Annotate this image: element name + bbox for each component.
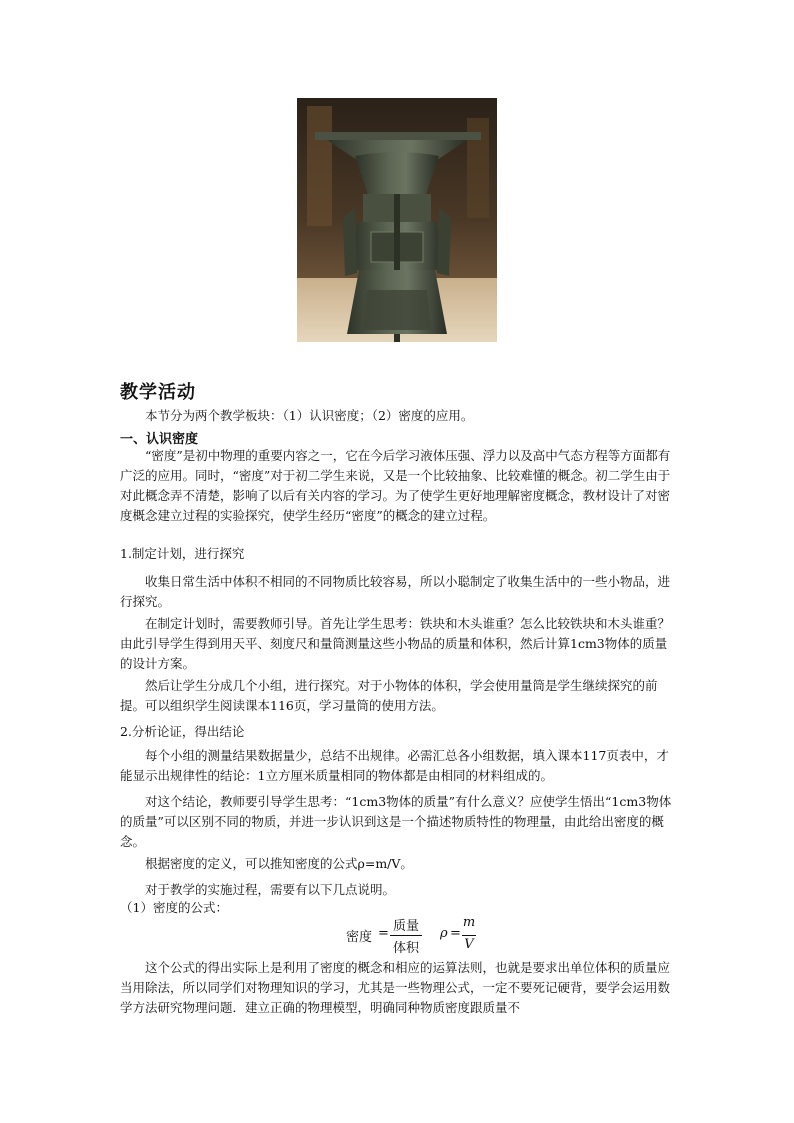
paragraph-5: 每个小组的测量结果数据量少，总结不出规律。必需汇总各小组数据，填入课本117页表中，才能显示出规律性的结论：1立方厘米质量相同的物体都是由相同的材料组成的。 [120, 748, 669, 783]
paragraph-1: “密度”是初中物理的重要内容之一，它在今后学习液体压强、浮力以及高中气态方程等方面都有广泛的应用。同时，“密度”对于初二学生来说，又是一个比较抽象、比较难懂的概念。初二学生由于对此概念弄不清楚，影响了以后有关内容的学习。为了使学生更好地理解密度概念，教材设计了对密度概念建立过程的实验探究，使学生经历“密度”的概念的建立过程。 [120, 448, 671, 523]
formula-v: V [464, 937, 474, 952]
formula-m: m [462, 915, 476, 930]
formula-equals: = [378, 926, 389, 941]
note1-title: （1）密度的公式： [120, 900, 228, 915]
intro-paragraph: 本节分为两个教学板块：（1）认识密度；（2）密度的应用。 [145, 408, 474, 423]
formula-lhs: 密度 [346, 930, 373, 945]
part1-heading: 一、认识密度 [120, 432, 199, 447]
paragraph-4: 然后让学生分成几个小组，进行探究。对于小物体的体积，学会使用量筒是学生继续探究的前提。可以组织学生阅读课本116页，学习量筒的使用方法。 [120, 678, 658, 713]
step2-title: 2.分析论证，得出结论 [120, 724, 245, 739]
formula-denominator: 体积 [392, 941, 419, 956]
paragraph-8: 对于教学的实施过程，需要有以下几点说明。 [145, 882, 396, 897]
formula-equals-2: = [450, 926, 461, 941]
paragraph-6: 对这个结论，教师要引导学生思考：“1cm3物体的质量”有什么意义？应使学生悟出“1cm3物体的质量”可以区别不同的物质，并进一步认识到这是一个描述物质特性的物理量，由此给出密度的概念。 [120, 794, 672, 849]
paragraph-3: 在制定计划时，需要教师引导。首先让学生思考：铁块和木头谁重？怎么比较铁块和木头谁重？由此引导学生得到用天平、刻度尺和量筒测量这些小物品的质量和体积，然后计算1cm3物体的质量的设计方案。 [120, 616, 671, 671]
formula-word-fraction [390, 915, 422, 955]
formula-numerator: 质量 [392, 919, 419, 934]
bronze-vessel-photo [297, 98, 497, 342]
paragraph-9: 这个公式的得出实际上是利用了密度的概念和相应的运算法则，也就是要求出单位体积的质量应当用除法，所以同学们对物理知识的学习，尤其是一些物理公式，一定不要死记硬背，要学会运用数学方法研究物理问题．建立正确的物理模型，明确同种物质密度跟质量不 [120, 960, 671, 1015]
formula-symbol-fraction [462, 915, 476, 955]
density-formula [340, 915, 490, 955]
paragraph-7: 根据密度的定义，可以推知密度的公式ρ=m/V。 [145, 856, 413, 871]
formula-rho: ρ [440, 926, 448, 941]
paragraph-2: 收集日常生活中体积不相同的不同物质比较容易，所以小聪制定了收集生活中的一些小物品，进行探究。 [120, 574, 671, 609]
section-title: 教学活动 [120, 382, 196, 403]
step1-title: 1.制定计划，进行探究 [120, 546, 245, 561]
